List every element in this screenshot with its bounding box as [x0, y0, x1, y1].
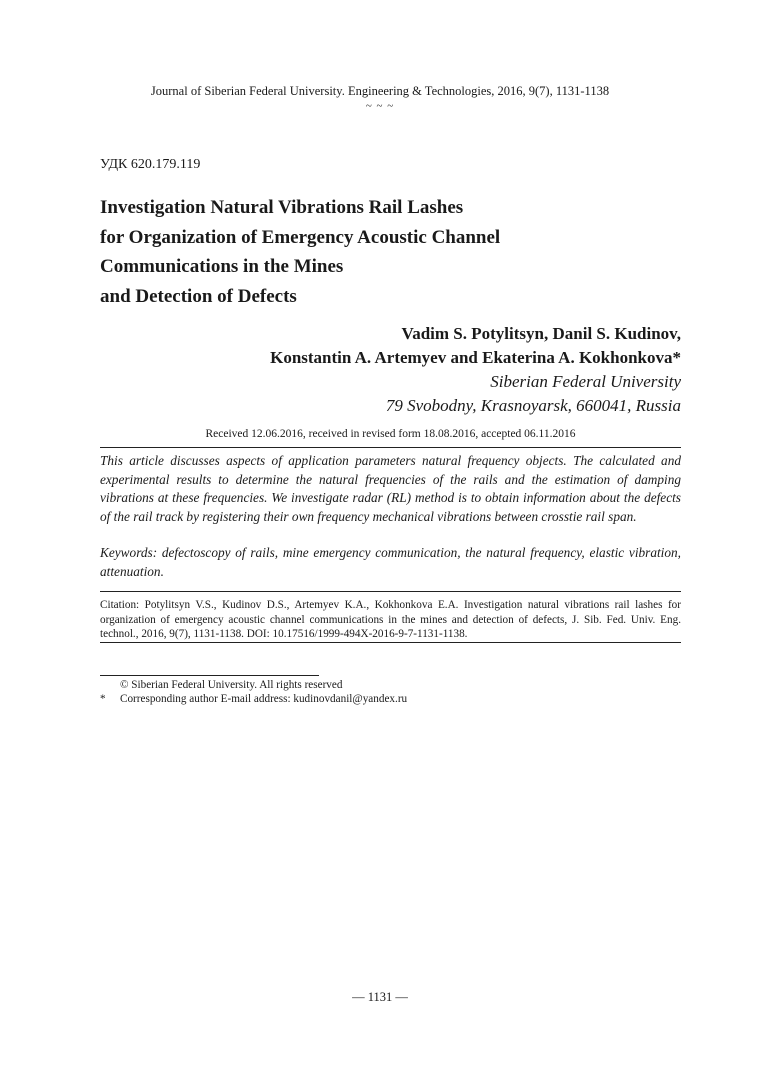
copyright-footnote [100, 678, 342, 693]
udk-code: УДК 620.179.119 [100, 157, 201, 172]
corresponding-author-footnote [100, 692, 407, 707]
divider [100, 591, 681, 592]
journal-header: Journal of Siberian Federal University. Engineering & Technologies, 2016, 9(7), 1131-1138 [150, 84, 610, 98]
divider [100, 447, 681, 448]
authors-line-1: Vadim S. Potylitsyn, Danil S. Kudinov, [401, 324, 681, 343]
divider [100, 642, 681, 643]
copyright-text: © Siberian Federal University. All rights reserved [120, 679, 343, 691]
title-line: Communications in the Mines [100, 256, 344, 277]
author-block [200, 322, 681, 418]
keywords: Keywords: defectoscopy of rails, mine emergency communication, the natural frequency, elastic vibration, attenuation. [100, 545, 681, 579]
affiliation: Siberian Federal University [490, 372, 681, 391]
title-line: Investigation Natural Vibrations Rail Lashes [100, 197, 464, 218]
title-line: and Detection of Defects [100, 285, 297, 307]
abstract: This article discusses aspects of application parameters natural frequency objects. The calculated and experimental results to determine the natural frequencies of the rails and the estimation of damping vibrations at these frequencies. We investigate radar (RL) method is to obtain information about the defects of the rail track by registering their own frequency mechanical vibrations between crosstie rail span. [100, 453, 681, 524]
address: 79 Svobodny, Krasnoyarsk, 660041, Russia [385, 396, 681, 415]
page-number: — 1131 — [352, 990, 408, 1004]
corresponding-text: Corresponding author E-mail address: kudinovdanil@yandex.ru [120, 693, 408, 705]
footnote-divider [100, 675, 319, 676]
header-ornament: ~ ~ ~ [365, 100, 395, 112]
title-line: for Organization of Emergency Acoustic Channel [100, 226, 501, 248]
received-dates: Received 12.06.2016, received in revised form 18.08.2016, accepted 06.11.2016 [205, 428, 576, 440]
paper-title [100, 193, 660, 311]
footnote-asterisk: * [100, 693, 106, 705]
authors-line-2: Konstantin A. Artemyev and Ekaterina A. Kokhonkova* [270, 348, 681, 367]
citation: Citation: Potylitsyn V.S., Kudinov D.S., Artemyev K.A., Kokhonkova E.A. Investigation natural vibrations rail lashes for organization of emergency acoustic channel communications in the mines and detection of defects, J. Sib. Fed. Univ. Eng. technol., 2016, 9(7), 1131-1138. DOI: 10.17516/1999-494X-2016-9-7-1131-1138. [100, 599, 681, 640]
